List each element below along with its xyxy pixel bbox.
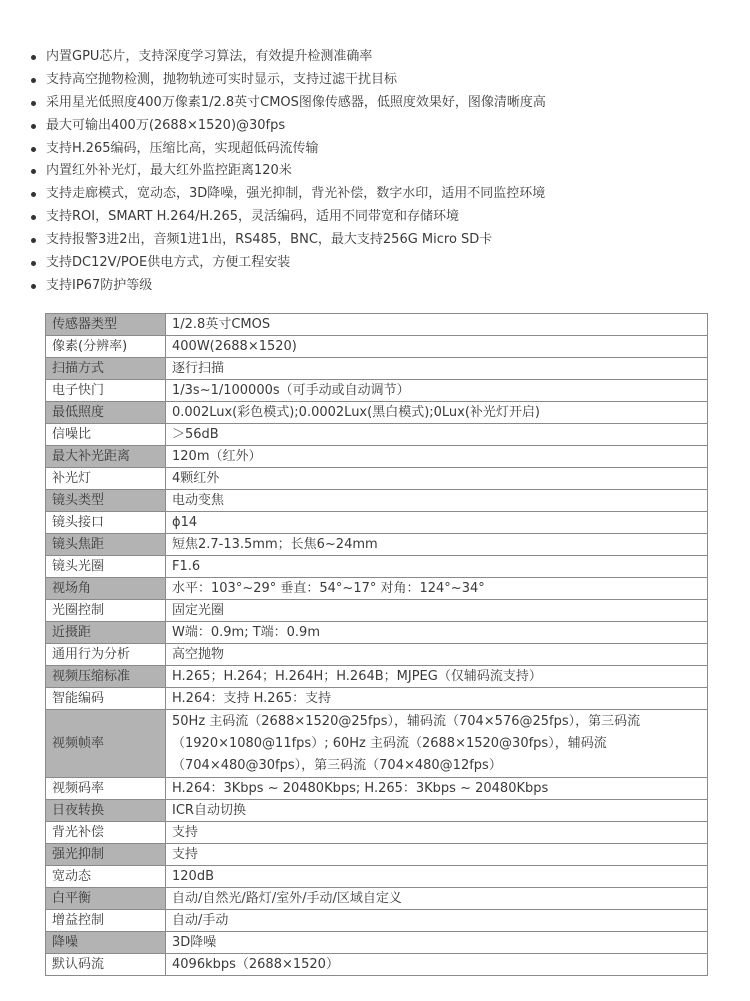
table-row <box>46 866 708 888</box>
spec-value: 120m（红外） <box>166 446 708 468</box>
spec-value: ϕ14 <box>166 512 708 534</box>
table-row <box>46 490 708 512</box>
table-row <box>46 910 708 932</box>
table-row <box>46 688 708 710</box>
table-row <box>46 600 708 622</box>
spec-label: 日夜转换 <box>46 800 166 822</box>
feature-item: 支持高空抛物检测，抛物轨迹可实时显示，支持过滤干扰目标 <box>30 69 730 92</box>
spec-label: 通用行为分析 <box>46 644 166 666</box>
feature-list <box>30 46 730 298</box>
table-row <box>46 822 708 844</box>
table-row <box>46 710 708 778</box>
spec-value: 逐行扫描 <box>166 358 708 380</box>
feature-item: 支持ROI，SMART H.264/H.265，灵活编码，适用不同带宽和存储环境 <box>30 206 730 229</box>
table-row <box>46 468 708 490</box>
spec-value: H.264：3Kbps ~ 20480Kbps; H.265：3Kbps ~ 20480Kbps <box>166 778 708 800</box>
feature-item: 采用星光低照度400万像素1/2.8英寸CMOS图像传感器，低照度效果好，图像清晰度高 <box>30 92 730 115</box>
spec-value: 50Hz 主码流（2688×1520@25fps），辅码流（704×576@25fps），第三码流（1920×1080@11fps）; 60Hz 主码流（2688×1520@30fps），辅码流（704×480@30fps），第三码流（704×480@12fps） <box>166 710 708 778</box>
spec-value: H.264：支持 H.265：支持 <box>166 688 708 710</box>
spec-value: 120dB <box>166 866 708 888</box>
table-row <box>46 336 708 358</box>
table-row <box>46 954 708 976</box>
spec-label: 像素(分辨率) <box>46 336 166 358</box>
spec-label: 智能编码 <box>46 688 166 710</box>
spec-label: 视频帧率 <box>46 710 166 778</box>
feature-item: 最大可输出400万(2688×1520)@30fps <box>30 115 730 138</box>
spec-value: 支持 <box>166 844 708 866</box>
spec-label: 光圈控制 <box>46 600 166 622</box>
spec-label: 默认码流 <box>46 954 166 976</box>
spec-label: 最大补光距离 <box>46 446 166 468</box>
spec-value: F1.6 <box>166 556 708 578</box>
spec-label: 强光抑制 <box>46 844 166 866</box>
spec-value: 4096kbps（2688×1520） <box>166 954 708 976</box>
table-row <box>46 622 708 644</box>
table-row <box>46 800 708 822</box>
spec-label: 视场角 <box>46 578 166 600</box>
table-row <box>46 644 708 666</box>
spec-value: 固定光圈 <box>166 600 708 622</box>
table-row <box>46 358 708 380</box>
spec-label: 镜头接口 <box>46 512 166 534</box>
table-row <box>46 888 708 910</box>
table-row <box>46 534 708 556</box>
table-row <box>46 402 708 424</box>
table-row <box>46 778 708 800</box>
spec-label: 背光补偿 <box>46 822 166 844</box>
spec-value: 400W(2688×1520) <box>166 336 708 358</box>
spec-value: 电动变焦 <box>166 490 708 512</box>
table-row <box>46 556 708 578</box>
spec-table <box>45 313 708 976</box>
spec-label: 近摄距 <box>46 622 166 644</box>
feature-item: 内置红外补光灯，最大红外监控距离120米 <box>30 160 730 183</box>
spec-value: 自动/手动 <box>166 910 708 932</box>
feature-item: 支持IP67防护等级 <box>30 275 730 298</box>
spec-label: 扫描方式 <box>46 358 166 380</box>
feature-item: 支持H.265编码，压缩比高，实现超低码流传输 <box>30 138 730 161</box>
table-row <box>46 844 708 866</box>
table-row <box>46 380 708 402</box>
spec-value: H.265；H.264；H.264H；H.264B；MJPEG（仅辅码流支持） <box>166 666 708 688</box>
spec-value: 3D降噪 <box>166 932 708 954</box>
table-row <box>46 446 708 468</box>
feature-item: 支持DC12V/POE供电方式，方便工程安装 <box>30 252 730 275</box>
table-row <box>46 932 708 954</box>
table-row <box>46 512 708 534</box>
spec-value: ＞56dB <box>166 424 708 446</box>
feature-item: 内置GPU芯片，支持深度学习算法，有效提升检测准确率 <box>30 46 730 69</box>
spec-label: 电子快门 <box>46 380 166 402</box>
spec-value: 1/2.8英寸CMOS <box>166 314 708 336</box>
table-row <box>46 424 708 446</box>
spec-value: ICR自动切换 <box>166 800 708 822</box>
spec-label: 最低照度 <box>46 402 166 424</box>
spec-label: 宽动态 <box>46 866 166 888</box>
spec-label: 降噪 <box>46 932 166 954</box>
feature-item: 支持走廊模式，宽动态，3D降噪，强光抑制，背光补偿，数字水印，适用不同监控环境 <box>30 183 730 206</box>
table-row <box>46 666 708 688</box>
feature-item: 支持报警3进2出，音频1进1出，RS485，BNC，最大支持256G Micro SD卡 <box>30 229 730 252</box>
spec-label: 镜头类型 <box>46 490 166 512</box>
spec-value: 高空抛物 <box>166 644 708 666</box>
spec-label: 镜头焦距 <box>46 534 166 556</box>
table-row <box>46 314 708 336</box>
spec-label: 视频码率 <box>46 778 166 800</box>
table-row <box>46 578 708 600</box>
spec-value: 短焦2.7-13.5mm；长焦6~24mm <box>166 534 708 556</box>
spec-value: 水平：103°~29° 垂直：54°~17° 对角：124°~34° <box>166 578 708 600</box>
spec-label: 镜头光圈 <box>46 556 166 578</box>
spec-value: 自动/自然光/路灯/室外/手动/区域自定义 <box>166 888 708 910</box>
spec-label: 白平衡 <box>46 888 166 910</box>
spec-value: 支持 <box>166 822 708 844</box>
spec-label: 信噪比 <box>46 424 166 446</box>
spec-value: 1/3s~1/100000s（可手动或自动调节） <box>166 380 708 402</box>
spec-label: 增益控制 <box>46 910 166 932</box>
spec-value: 0.002Lux(彩色模式);0.0002Lux(黑白模式);0Lux(补光灯开启) <box>166 402 708 424</box>
spec-label: 补光灯 <box>46 468 166 490</box>
spec-value: 4颗红外 <box>166 468 708 490</box>
spec-label: 传感器类型 <box>46 314 166 336</box>
spec-value: W端：0.9m; T端：0.9m <box>166 622 708 644</box>
spec-label: 视频压缩标准 <box>46 666 166 688</box>
